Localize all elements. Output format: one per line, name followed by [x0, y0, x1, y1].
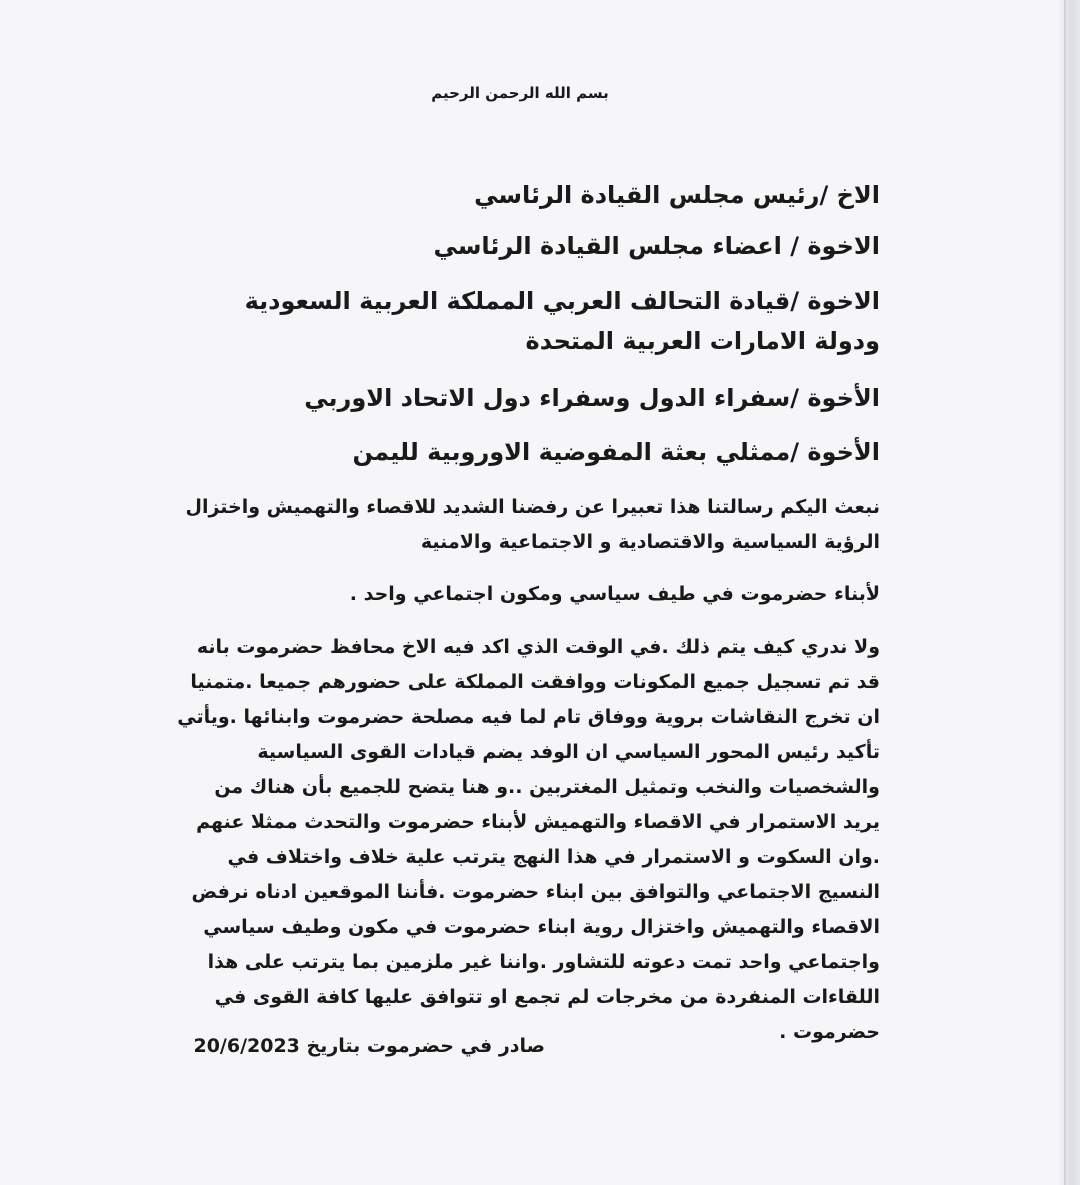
recipient-line-3: الاخوة /قيادة التحالف العربي المملكة العربية السعودية ودولة الامارات العربية المتحدة: [244, 287, 880, 355]
recipient-line-4: الأخوة /سفراء الدول وسفراء دول الاتحاد الاوربي: [304, 384, 880, 412]
recipient-line-1: الاخ /رئيس مجلس القيادة الرئاسي: [474, 181, 880, 209]
recipient-line-2: الاخوة / اعضاء مجلس القيادة الرئاسي: [433, 232, 880, 260]
body-paragraph-2: لأبناء حضرموت في طيف سياسي ومكون اجتماعي واحد .: [349, 583, 880, 605]
body-paragraph-3: ولا ندري كيف يتم ذلك .في الوقت الذي اكد فيه الاخ محافظ حضرموت بانه قد تم تسجيل جميع المكونات ووافقت المملكة على حضورهم جميعا .متمنيا ان تخرج النقاشات بروية ووفاق تام لما فيه مصلحة حضرموت وابنائها .ويأتي تأكيد رئيس المحور السياسي ان الوفد يضم قيادات القوى السياسية والشخصيات والنخب وتمثيل المغتربين ..و هنا يتضح للجميع بأن هناك من يريد الاستمرار في الاقصاء والتهميش لأبناء حضرموت والتحدث ممثلا عنهم .وان السكوت و الاستمرار في هذا النهج يترتب علية خلاف واختلاف في النسيج الاجتماعي والتوافق بين ابناء حضرموت .فأننا الموقعين ادناه نرفض الاقصاء والتهميش واختزال روية ابناء حضرموت في مكون وطيف سياسي واجتماعي واحد تمت دعوته للتشاور .واننا غير ملزمين بما يترتب على هذا اللقاءات المنفردة من مخرجات لم تجمع او تتوافق عليها كافة القوى في حضرموت .: [177, 636, 880, 1043]
page-edge-shadow: [1058, 0, 1080, 1185]
issued-line: [180, 1035, 545, 1057]
body-paragraph-1: نبعث اليكم رسالتنا هذا تعبيرا عن رفضنا الشديد للاقصاء والتهميش واختزال الرؤية السياسية والاقتصادية و الاجتماعية والامنية: [185, 496, 880, 553]
basmala-heading: بسم الله الرحمن الرحيم: [431, 84, 609, 102]
page-edge-line: [1064, 0, 1066, 1185]
issued-date: 20/6/2023: [193, 1035, 300, 1057]
recipient-line-5: الأخوة /ممثلي بعثة المفوضية الاوروبية لليمن: [352, 438, 880, 466]
issued-label: صادر في حضرموت بتاريخ: [306, 1035, 545, 1057]
